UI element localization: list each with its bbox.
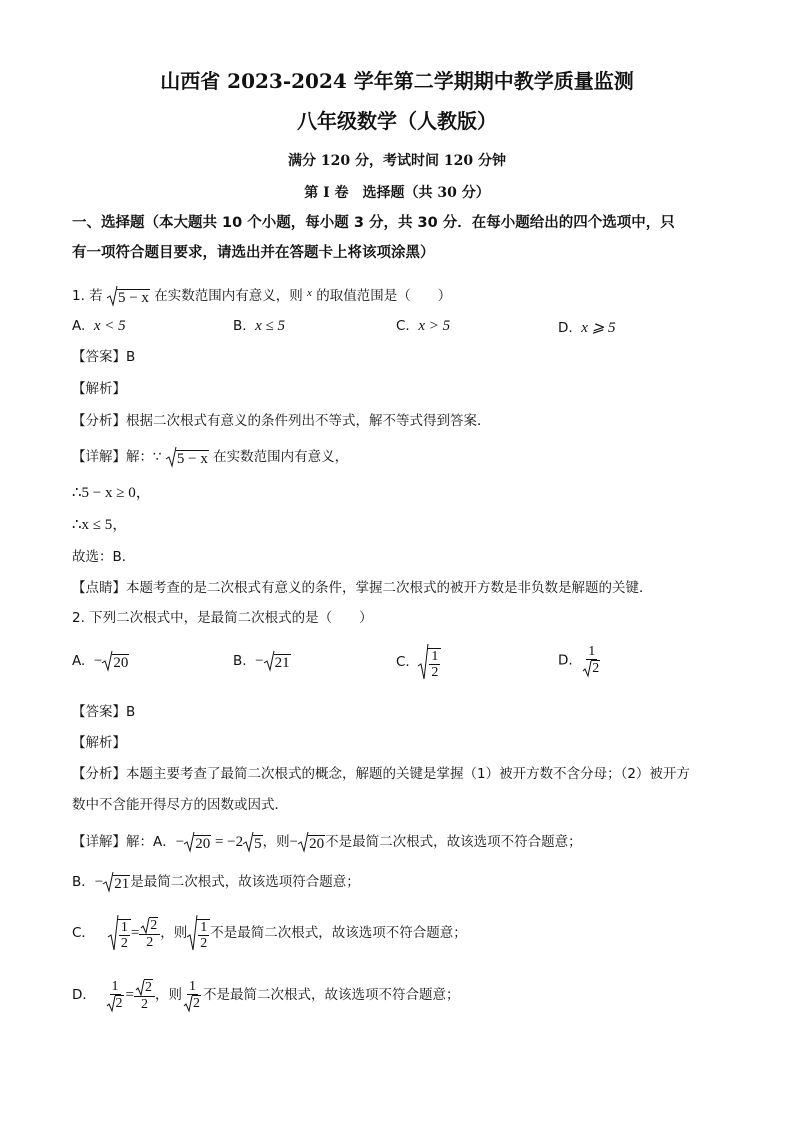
radical-sign-icon (107, 286, 117, 306)
exam-subtitle: 八年级数学（人教版） (297, 109, 497, 133)
q2-fenxi-line1: 【分析】本题主要考查了最简二次根式的概念，解题的关键是掌握（1）被开方数不含分母；（2）被开方 (72, 766, 690, 782)
q2-fenxi-line2: 数中不含能开得尽方的因数或因式． (72, 797, 288, 813)
section-instructions-line2: 有一项符合题目要求，请选出并在答题卡上将该项涂黑） (72, 245, 435, 261)
q1-detail (72, 447, 348, 467)
q1-step1: ∴5 − x ≥ 0， (72, 485, 151, 501)
radical-sign-icon (141, 918, 149, 934)
radical-sign-icon (166, 447, 176, 467)
q2-detail-d: D． $\frac{1}{2}$ = $\frac{2}{2}$ ，则 $\frac{1}{2}$ 不是最简二次根式，故该选项不符合题意； (72, 978, 460, 1012)
radical-sign-icon (102, 651, 112, 671)
q1-step2: ∴x ≤ 5， (72, 517, 128, 533)
section-instructions-line1: 一、选择题（本大题共 10 个小题，每小题 3 分，共 30 分．在每小题给出的四个选项中，只 (72, 215, 675, 231)
q1-dianjing: 【点睛】本题考查的是二次根式有意义的条件，掌握二次根式的被开方数是非负数是解题的关键． (72, 580, 653, 596)
q2-option-d: D. $\frac{1}{2}$ (558, 644, 600, 676)
radical-sign-icon (418, 644, 428, 680)
q1-option-d: D. x ⩾ 5 (558, 320, 616, 336)
q1-radicand: 5 − x (117, 290, 149, 306)
q1-stem-middle: 在实数范围内有意义，则 (154, 288, 303, 304)
radical-sign-icon (136, 980, 144, 996)
q1-fenxi: 【分析】根据二次根式有意义的条件列出不等式，解不等式得到答案． (72, 413, 491, 429)
radical-sign-icon (184, 996, 192, 1012)
q1-option-b: B. x ≤ 5 (233, 318, 286, 334)
q2-detail-a: 【详解】解：A．− 20 = −2 5 ，则− 20 不是最简二次根式，故该选项不符合题意； (72, 834, 582, 852)
q1-detail-suffix: 在实数范围内有意义， (213, 449, 349, 465)
q1-option-a: A. x < 5 (72, 318, 126, 334)
q2-detail-c: C． $\frac{1}{2}$ = $\frac{2}{2}$ ，则 $\frac{1}{2}$ 不是最简二次根式，故该选项不符合题意； (72, 914, 467, 954)
radical-sign-icon (108, 915, 118, 951)
q2-stem: 2. 下列二次根式中，是最简二次根式的是（ ） (72, 610, 373, 626)
radical-sign-icon (298, 832, 308, 852)
radical-sign-icon (187, 915, 197, 951)
q1-variable: x (307, 287, 312, 299)
q1-option-c: C. x > 5 (396, 318, 451, 334)
q1-answer: 【答案】B (72, 349, 136, 365)
q2-option-b: B. − 21 (233, 653, 290, 671)
q2-detail-b: B．− 21 是最简二次根式，故该选项符合题意； (72, 874, 360, 892)
radical-sign-icon (264, 651, 274, 671)
radical-sign-icon (243, 832, 253, 852)
exam-title: 山西省 2023-2024 学年第二学期期中教学质量监测 (160, 69, 634, 93)
q1-stem (72, 284, 451, 306)
part-heading: 第 I 卷 选择题（共 30 分） (304, 185, 490, 201)
radical-sign-icon (107, 996, 115, 1012)
q1-choose: 故选：B． (72, 549, 136, 565)
radical-sign-icon (184, 832, 194, 852)
q1-detail-prefix: 【详解】解：∵ (72, 449, 162, 465)
q1-sqrt-expression (107, 286, 150, 306)
q1-stem-prefix: 1. 若 (72, 288, 103, 304)
q1-detail-sqrt (166, 447, 209, 467)
q1-analysis-label: 【解析】 (72, 381, 126, 397)
q2-answer: 【答案】B (72, 704, 136, 720)
exam-meta: 满分 120 分，考试时间 120 分钟 (288, 153, 506, 169)
q1-detail-radicand: 5 − x (176, 451, 208, 467)
radical-sign-icon (103, 872, 113, 892)
radical-sign-icon (583, 661, 591, 677)
q2-option-c: C. $\frac{1}{2}$ (396, 644, 441, 680)
q2-analysis-label: 【解析】 (72, 735, 126, 751)
q1-stem-suffix: 的取值范围是（ ） (316, 288, 452, 304)
q2-option-a: A. − 20 (72, 653, 129, 671)
